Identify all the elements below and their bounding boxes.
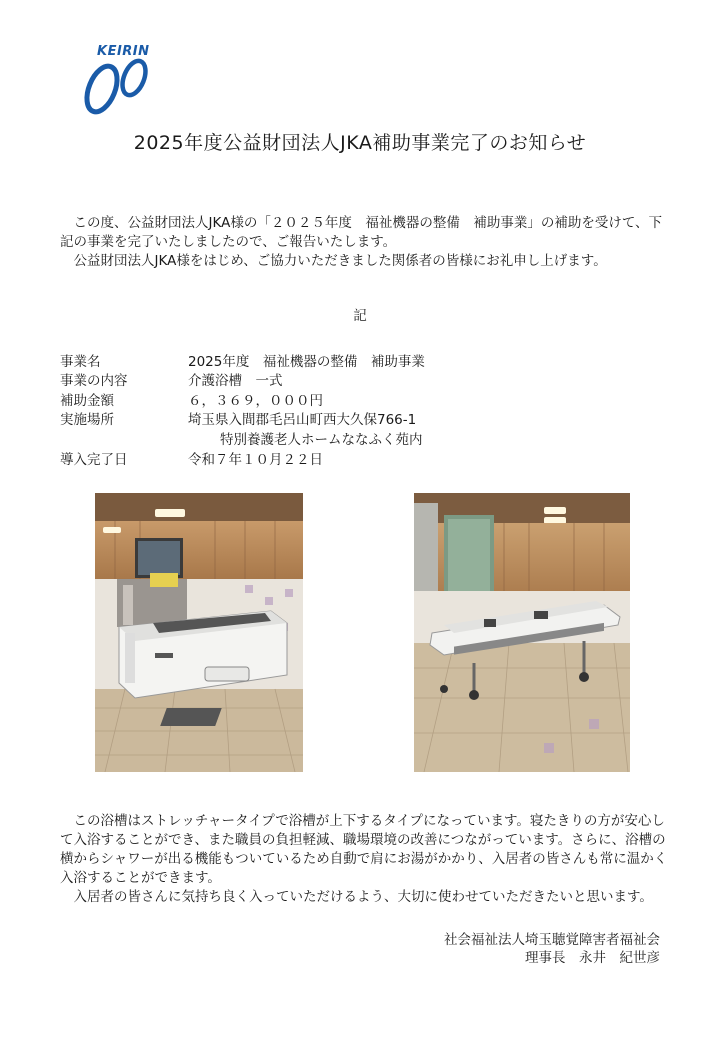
detail-value: 介護浴槽 一式 — [188, 373, 283, 389]
description-paragraph-1: この浴槽はストレッチャータイプで浴槽が上下するタイプになっています。寝たきりの方が安心して入浴することができ、また職員の負担軽減、職場環境の改善につながっています。さらに、浴槽の横からシャワーが出る機能もついているため自動で肩にお湯がかかり、入居者の皆さんも常に温かく入浴することができます。 — [60, 813, 668, 886]
detail-label: 実施場所 — [60, 412, 114, 428]
page-title: 2025年度公益財団法人JKA補助事業完了のお知らせ — [133, 132, 587, 154]
description-paragraph-2: 入居者の皆さんに気持ち良く入っていただけるよう、大切に使わせていただきたいと思います。 — [60, 889, 653, 905]
signature-name: 理事長 永井 紀世彦 — [525, 950, 660, 966]
detail-label: 補助金額 — [60, 393, 114, 409]
signature-organization: 社会福祉法人埼玉聴覚障害者福祉会 — [444, 932, 660, 948]
detail-label: 導入完了日 — [60, 452, 128, 468]
ki-heading: 記 — [353, 308, 367, 324]
bathtub-photo — [95, 493, 303, 772]
stretcher-photo — [414, 493, 630, 772]
detail-label: 事業名 — [60, 354, 101, 370]
logo-wordmark: KEIRIN — [97, 44, 150, 59]
detail-value: ６，３６９，０００円 — [188, 393, 323, 409]
intro-paragraph-2: 公益財団法人JKA様をはじめ、ご協力いただきました関係者の皆様にお礼申し上げます。 — [60, 253, 607, 269]
intro-paragraph-1: この度、公益財団法人JKA様の「２０２５年度 福祉機器の整備 補助事業」の補助を受けて、下記の事業を完了いたしましたので、ご報告いたします。 — [60, 215, 663, 250]
keirin-logo — [80, 44, 162, 120]
detail-label: 事業の内容 — [60, 373, 128, 389]
detail-value: 埼玉県入間郡毛呂山町西大久保766-1 — [188, 412, 417, 428]
detail-value: 特別養護老人ホームななふく苑内 — [220, 432, 423, 448]
detail-value: 令和７年１０月２２日 — [188, 452, 323, 468]
detail-value: 2025年度 福祉機器の整備 補助事業 — [188, 354, 425, 370]
